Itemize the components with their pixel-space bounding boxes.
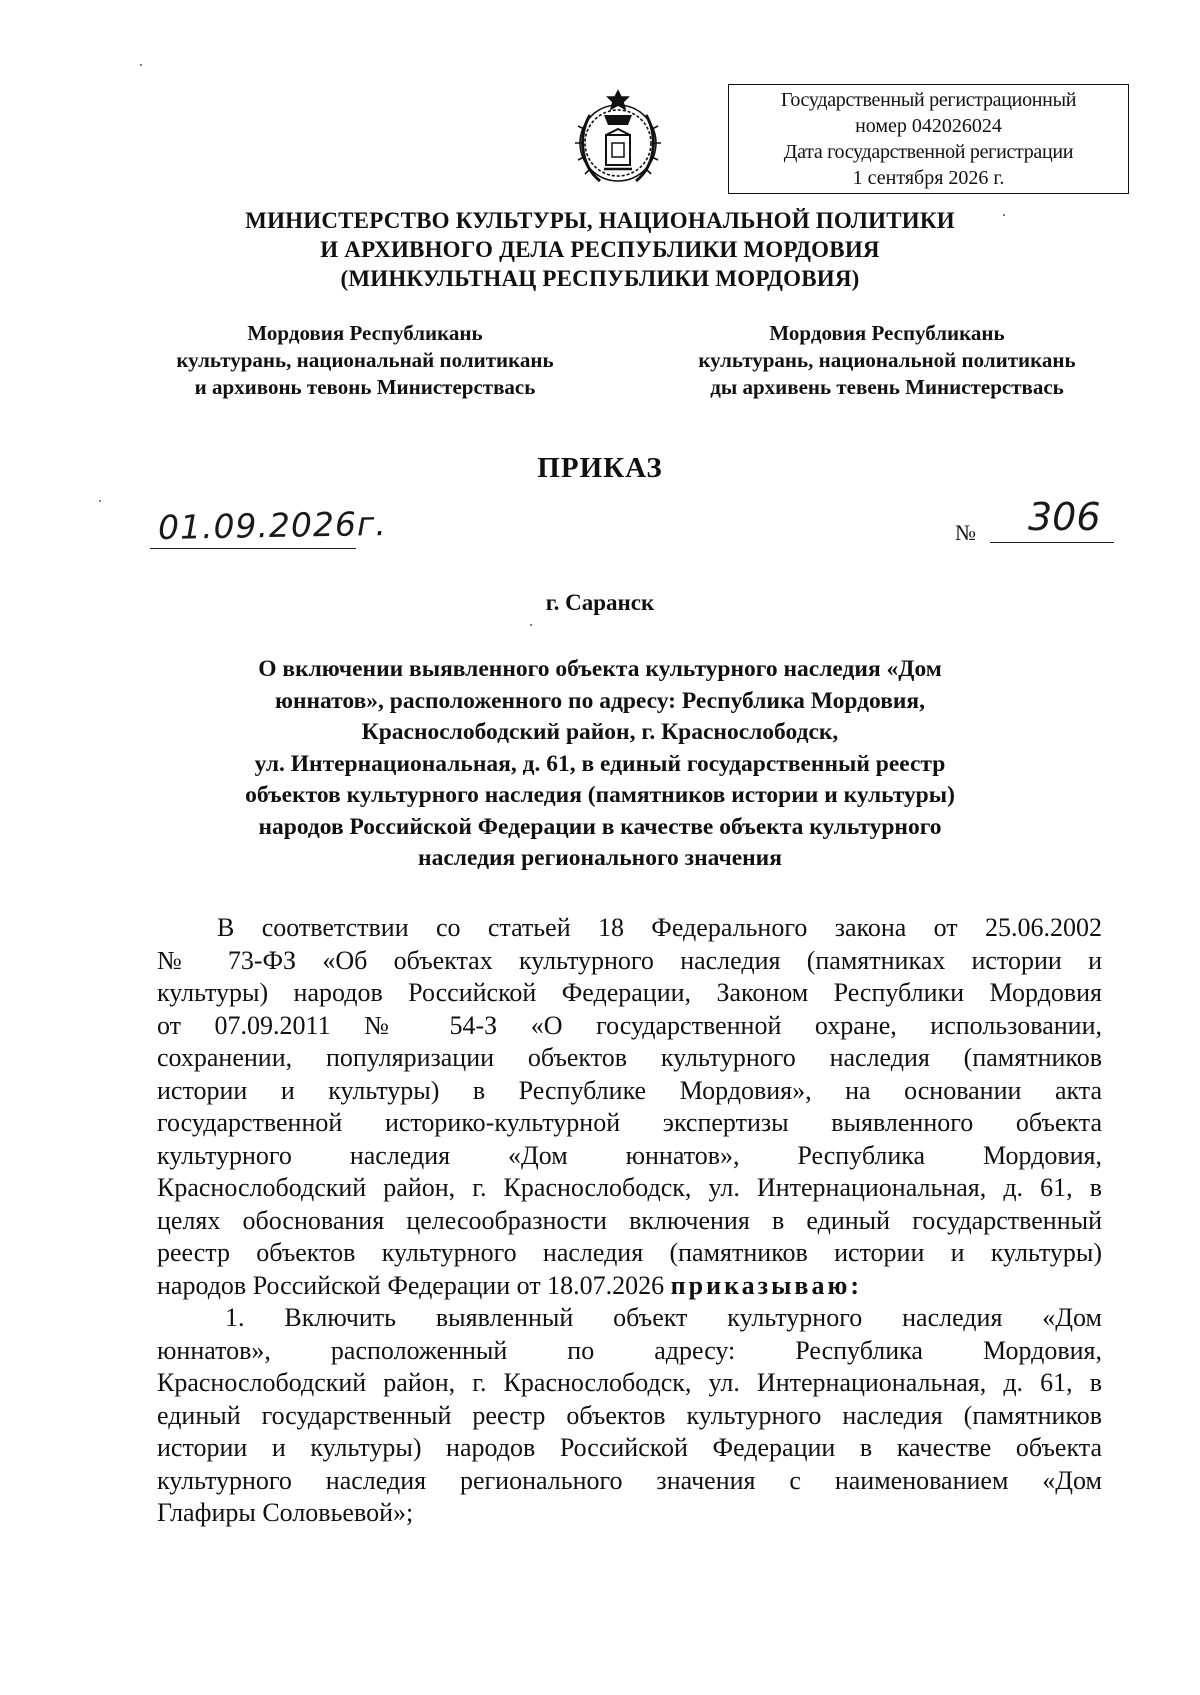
body-line: истории и культуры) народов Российской Федерации в качестве объекта bbox=[157, 1433, 1102, 1462]
scan-speck bbox=[99, 500, 101, 502]
body-line: государственной историко-культурной экспертизы выявленного объекта bbox=[157, 1108, 1102, 1137]
body-line: юннатов», расположенный по адресу: Республика Мордовия, bbox=[157, 1335, 1102, 1365]
erzya-line: культурань, национальной политикань bbox=[698, 348, 1076, 372]
ministry-title-line: И АРХИВНОГО ДЕЛА РЕСПУБЛИКИ МОРДОВИЯ bbox=[320, 237, 880, 262]
ministry-name-erzya bbox=[652, 320, 1122, 401]
body-line: единый государственный реестр объектов культурного наследия (памятников bbox=[157, 1400, 1102, 1430]
body-line: сохранении, популяризации объектов культурного наследия (памятников bbox=[157, 1043, 1102, 1072]
order-city: г. Саранск bbox=[545, 590, 655, 615]
body-line: целях обоснования целесообразности включения в единый государственный bbox=[157, 1205, 1102, 1235]
ministry-name-moksha bbox=[130, 320, 600, 401]
registration-line: Государственный регистрационный bbox=[780, 89, 1077, 111]
body-line: Краснослободский район, г. Краснослободск, ул. Интернациональная, д. 61, в bbox=[157, 1173, 1102, 1202]
coat-of-arms-icon bbox=[568, 85, 668, 195]
subject-line: наследия регионального значения bbox=[418, 845, 782, 871]
registration-date: 1 сентября 2026 г. bbox=[852, 167, 1005, 189]
body-line: культуры) народов Российской Федерации, Законом Республики Мордовия bbox=[157, 978, 1102, 1007]
order-number-label: № bbox=[955, 520, 976, 545]
number-underline bbox=[990, 542, 1114, 543]
ministry-title-line: (МИНКУЛЬТНАЦ РЕСПУБЛИКИ МОРДОВИЯ) bbox=[340, 266, 860, 291]
registration-line: Дата государственной регистрации bbox=[783, 141, 1074, 163]
subject-line: народов Российской Федерации в качестве объекта культурного bbox=[258, 813, 942, 840]
order-subject bbox=[150, 654, 1050, 875]
body-line bbox=[157, 1270, 1102, 1303]
registration-number: номер 042026024 bbox=[855, 115, 1002, 137]
scan-speck bbox=[530, 624, 532, 626]
erzya-line: ды архивень тевень Министерствась bbox=[710, 375, 1064, 399]
body-line: от 07.09.2011 № 54-З «О государственной охране, использовании, bbox=[157, 1010, 1102, 1040]
order-title: ПРИКАЗ bbox=[537, 452, 663, 484]
subject-line: ул. Интернациональная, д. 61, в единый государственный реестр bbox=[254, 750, 946, 777]
moksha-line: и архивонь тевонь Министерствась bbox=[194, 375, 536, 399]
body-line: 1. Включить выявленный объект культурного наследия «Дом bbox=[225, 1303, 1102, 1332]
order-date-handwritten: 01.09.2026г. bbox=[157, 504, 388, 547]
subject-line: О включении выявленного объекта культурного наследия «Дом bbox=[258, 656, 942, 682]
date-underline bbox=[150, 548, 356, 549]
body-line: реестр объектов культурного наследия (памятников истории и культуры) bbox=[157, 1238, 1102, 1267]
ministry-title bbox=[150, 206, 1050, 293]
erzya-line: Мордовия Республикань bbox=[769, 321, 1005, 345]
registration-stamp-box bbox=[728, 84, 1129, 194]
subject-line: юннатов», расположенного по адресу: Республика Мордовия, bbox=[274, 687, 926, 714]
body-line: истории и культуры) в Республике Мордовия», на основании акта bbox=[157, 1075, 1102, 1105]
ministry-title-line: МИНИСТЕРСТВО КУЛЬТУРЫ, НАЦИОНАЛЬНОЙ ПОЛИТИКИ bbox=[245, 208, 955, 233]
subject-line: Краснослободский район, г. Краснослободск, bbox=[361, 719, 839, 745]
order-body bbox=[157, 912, 1102, 1530]
body-line: Глафиры Соловьевой»; bbox=[157, 1498, 414, 1527]
body-text: народов Российской Федерации от 18.07.2026 bbox=[157, 1270, 671, 1300]
moksha-line: Мордовия Республикань bbox=[247, 321, 483, 345]
body-line: № 73-ФЗ «Об объектах культурного наследия (памятниках истории и bbox=[157, 945, 1102, 975]
order-keyword: приказываю: bbox=[670, 1270, 862, 1300]
subject-line: объектов культурного наследия (памятников истории и культуры) bbox=[245, 782, 955, 808]
body-line: культурного наследия «Дом юннатов», Республика Мордовия, bbox=[157, 1140, 1102, 1170]
body-line: Краснослободский район, г. Краснослободск, ул. Интернациональная, д. 61, в bbox=[157, 1368, 1102, 1397]
body-line: культурного наследия регионального значения с наименованием «Дом bbox=[157, 1465, 1102, 1495]
body-line: В соответствии со статьей 18 Федерального закона от 25.06.2002 bbox=[217, 913, 1102, 942]
moksha-line: культурань, национальнай политикань bbox=[176, 348, 554, 372]
scan-speck bbox=[140, 64, 142, 66]
order-number-handwritten: 306 bbox=[1028, 495, 1101, 539]
